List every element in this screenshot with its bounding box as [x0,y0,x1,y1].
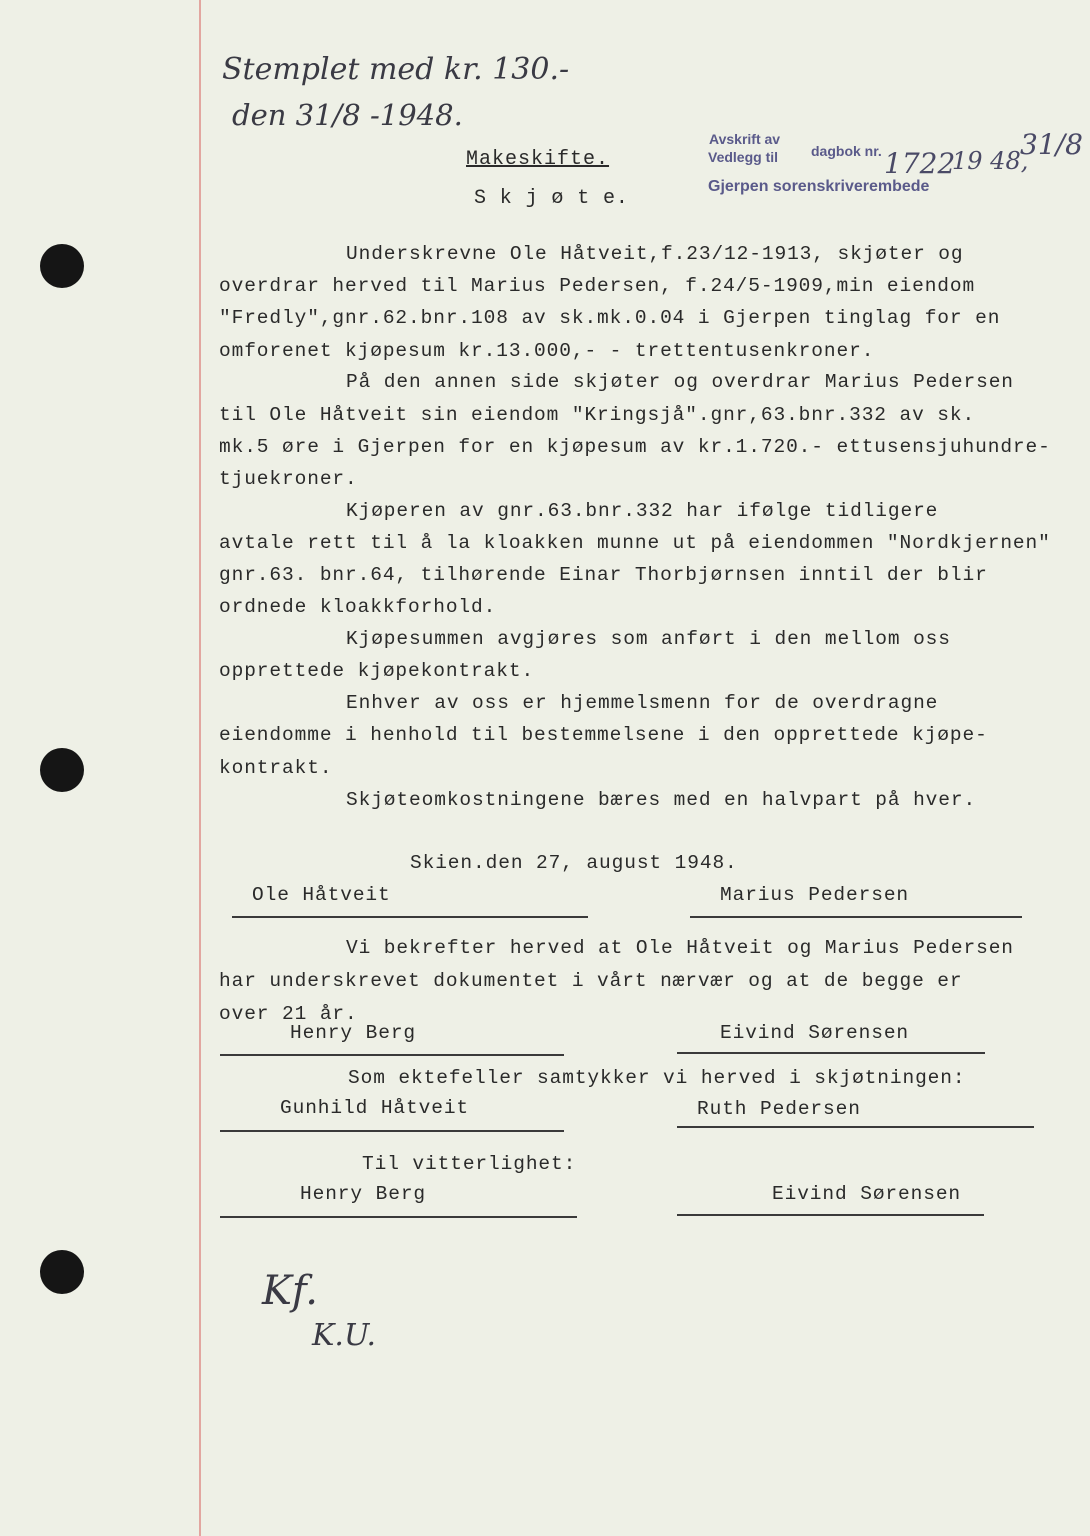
place-date: Skien.den 27, august 1948. [410,852,738,874]
signature-name-right: Marius Pedersen [720,884,910,906]
body-line: omforenet kjøpesum kr.13.000,- - trettentusenkroner. [219,340,875,362]
confirmation-line: over 21 år. [219,1003,358,1025]
stamp-year: 19 48, [952,147,1029,175]
body-line: ordnede kloakkforhold. [219,596,497,618]
spouses-consent-line: Som ektefeller samtykker vi herved i skjøtningen: [348,1067,966,1089]
handwritten-stamp-note-line1: Stemplet med kr. 130.- [222,52,570,87]
witness-label: Til vitterlighet: [362,1153,577,1175]
confirmation-line: har underskrevet dokumentet i vårt nærvær og at de begge er [219,970,963,992]
body-line: mk.5 øre i Gjerpen for en kjøpesum av kr.1.720.- ettusensjuhundre- [219,436,1051,458]
signature-name-left: Henry Berg [300,1183,427,1205]
signature-name-right: Ruth Pedersen [697,1098,861,1120]
body-line: Kjøperen av gnr.63.bnr.332 har ifølge tidligere [346,500,939,522]
stamp-line1: Avskrift av [709,131,781,147]
body-line: overdrar herved til Marius Pedersen, f.24/5-1909,min eiendom [219,275,976,297]
signature-line [677,1052,985,1054]
stamp-dagbok-label: dagbok nr. [811,143,882,159]
body-line: På den annen side skjøter og overdrar Marius Pedersen [346,371,1014,393]
body-line: Kjøpesummen avgjøres som anført i den mellom oss [346,628,951,650]
document-title: Makeskifte. [466,148,610,171]
document-subtitle: S k j ø t e. [474,187,629,210]
signature-line [677,1126,1034,1128]
signature-name-right: Eivind Sørensen [772,1183,962,1205]
signature-line [232,916,588,918]
margin-rule [199,0,201,1536]
stamp-date: 31/8 [1020,128,1083,161]
stamp-line2: Vedlegg til [708,149,779,165]
body-line: til Ole Håtveit sin eiendom "Kringsjå".gnr,63.bnr.332 av sk. [219,404,976,426]
signature-line [690,916,1022,918]
body-line: Enhver av oss er hjemmelsmenn for de overdragne [346,692,939,714]
body-line: gnr.63. bnr.64, tilhørende Einar Thorbjørnsen inntil der blir [219,564,988,586]
signature-line [220,1054,564,1056]
body-line: eiendomme i henhold til bestemmelsene i den opprettede kjøpe- [219,724,988,746]
stamp-line3: Gjerpen sorenskriverembede [708,178,930,195]
body-line: Skjøteomkostningene bæres med en halvpart på hver. [346,789,977,811]
handwritten-footer-line1: Kf. [262,1268,318,1314]
signature-name-left: Henry Berg [290,1022,417,1044]
body-line: opprettede kjøpekontrakt. [219,660,535,682]
signature-name-right: Eivind Sørensen [720,1022,910,1044]
body-line: Underskrevne Ole Håtveit,f.23/12-1913, skjøter og [346,243,964,265]
signature-name-left: Ole Håtveit [252,884,391,906]
body-line: tjuekroner. [219,468,358,490]
handwritten-footer-line2: K.U. [312,1318,377,1353]
handwritten-stamp-note-line2: den 31/8 -1948. [232,98,463,132]
signature-line [220,1130,564,1132]
body-line: "Fredly",gnr.62.bnr.108 av sk.mk.0.04 i Gjerpen tinglag for en [219,307,1001,329]
punch-hole-middle [40,748,84,792]
punch-hole-top [40,244,84,288]
stamp-dagbok-number: 1722 [884,147,956,180]
confirmation-line: Vi bekrefter herved at Ole Håtveit og Marius Pedersen [346,937,1014,959]
signature-line [220,1216,577,1218]
body-line: kontrakt. [219,757,333,779]
punch-hole-bottom [40,1250,84,1294]
signature-line [677,1214,984,1216]
signature-name-left: Gunhild Håtveit [280,1097,470,1119]
body-line: avtale rett til å la kloakken munne ut på eiendommen "Nordkjernen" [219,532,1051,554]
